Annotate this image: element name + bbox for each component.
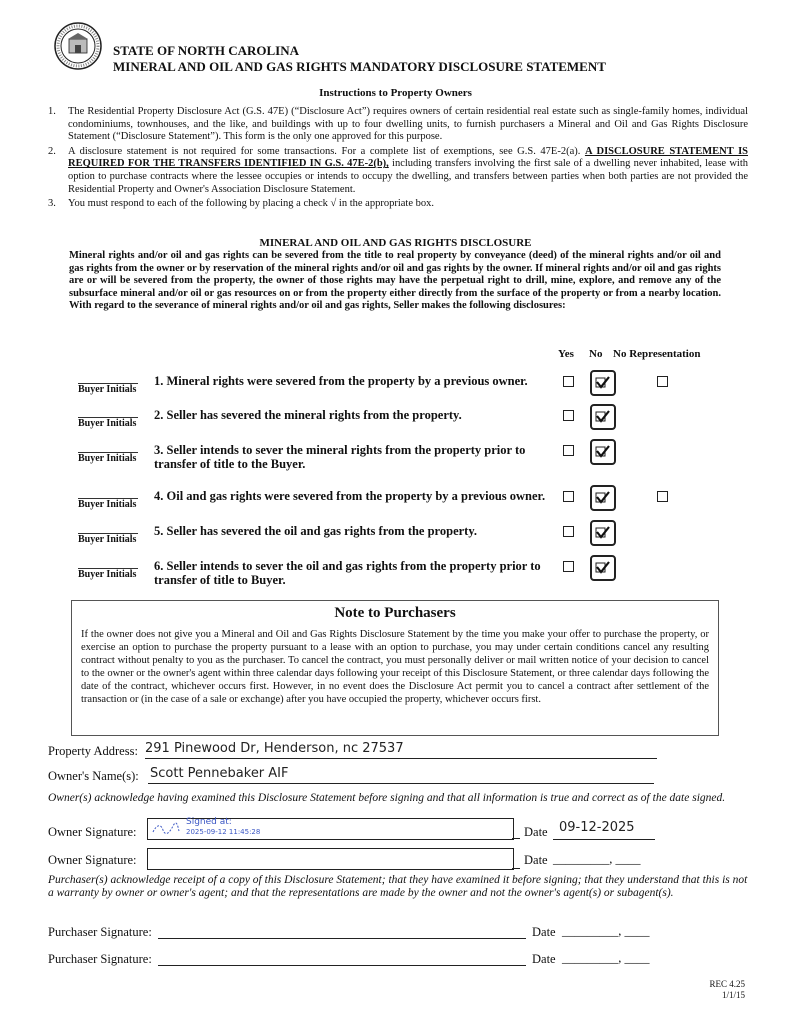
buyer-initials-label: Buyer Initials	[78, 499, 137, 510]
instruction-1	[48, 106, 748, 144]
disclosure-row	[0, 441, 791, 481]
purchaser-signature-field-2[interactable]	[158, 965, 526, 966]
disclosure-question: 6. Seller intends to sever the oil and gas rights from the property prior to transfer of title to Buyer.	[154, 559, 541, 587]
yes-checkbox[interactable]	[563, 561, 574, 572]
signature-scribble-icon	[151, 821, 181, 840]
no-checkbox[interactable]	[590, 520, 616, 546]
yes-checkbox[interactable]	[563, 491, 574, 502]
no-checkbox[interactable]	[590, 370, 616, 396]
disclosure-title: MINERAL AND OIL AND GAS RIGHTS DISCLOSURE	[259, 237, 532, 249]
disclosure-question: 1. Mineral rights were severed from the property by a previous owner.	[154, 374, 528, 388]
disclosure-row	[0, 522, 791, 562]
purchaser-signature-field-1[interactable]	[158, 938, 526, 939]
owner-date-field-2[interactable]: _________, ____	[553, 852, 641, 866]
purchaser-date-field-2[interactable]: _________, ____	[562, 951, 650, 965]
instructions-title: Instructions to Property Owners	[319, 87, 472, 99]
nc-real-estate-commission-seal-icon	[54, 22, 102, 70]
disclosure-question: 5. Seller has severed the oil and gas rights from the property.	[154, 524, 478, 538]
instruction-emphasis: A DISCLOSURE STATEMENT IS REQUIRED FOR THE TRANSFERS IDENTIFIED IN G.S. 47E-2(b),	[68, 145, 749, 170]
instruction-2	[48, 146, 748, 196]
signed-at-label: Signed at:	[186, 817, 232, 827]
owner-acknowledgement: Owner(s) acknowledge having examined this Disclosure Statement before signing and that all information is true and correct as of the date signed.	[48, 792, 726, 804]
form-code	[680, 979, 745, 1001]
disclosure-row	[0, 487, 791, 527]
owner-signature-label: Owner Signature:	[48, 825, 137, 839]
instruction-text: including transfers involving the first sale of a dwelling never inhabited, lease with option to purchase contracts where the lessee occupies or intends to occupy the dwelling, and transfers between parties when both parties are not provided the Residential Property and Owner's Association Disclosure Statement.	[68, 158, 748, 195]
no-checkbox[interactable]	[590, 555, 616, 581]
purchaser-signature-label: Purchaser Signature:	[48, 925, 152, 939]
owner-signature-field-1[interactable]	[147, 818, 514, 840]
disclosure-row	[0, 406, 791, 446]
signature-underline	[512, 838, 520, 839]
instruction-text: A disclosure statement is not required for some transactions. For a complete list of exemptions, see G.S. 47E-2(a).	[68, 145, 581, 157]
owner-date-label-1: Date	[524, 825, 548, 839]
no-checkbox[interactable]	[590, 439, 616, 465]
note-to-purchasers	[71, 600, 719, 736]
signature-underline	[512, 868, 520, 869]
owner-signature-label: Owner Signature:	[48, 853, 137, 867]
purchaser-signature-label: Purchaser Signature:	[48, 952, 152, 966]
note-title: Note to Purchasers	[334, 605, 456, 621]
no-checkbox[interactable]	[590, 485, 616, 511]
instruction-number: 3.	[48, 198, 56, 210]
property-address-line	[145, 758, 657, 759]
disclosure-question: 2. Seller has severed the mineral rights from the property.	[154, 408, 462, 422]
owner-signature-field-2[interactable]	[147, 848, 514, 870]
disclosure-question: 4. Oil and gas rights were severed from the property by a previous owner.	[154, 489, 546, 503]
owner-name-line	[148, 783, 654, 784]
no-representation-checkbox[interactable]	[657, 376, 668, 387]
owner-date-field-1[interactable]: 09-12-2025	[559, 820, 635, 835]
buyer-initials-label: Buyer Initials	[78, 384, 137, 395]
buyer-initials-label: Buyer Initials	[78, 534, 137, 545]
owner-date-label-2: Date	[524, 853, 548, 867]
instruction-number: 1.	[48, 106, 56, 117]
instruction-text: The Residential Property Disclosure Act (G.S. 47E) (“Disclosure Act”) requires owners of certain residential real estate such as single-family homes, individual condominiums, townhouses, and the like, and buildings with up to four dwelling units, to furnish purchasers a Mineral and Oil and Gas Rights Disclosure Statement (“Disclosure Statement”). This form is the only one approved for this purpose.	[68, 106, 748, 143]
instruction-number: 2.	[48, 145, 56, 157]
purchaser-date-label-2: Date	[532, 952, 556, 966]
purchaser-acknowledgement: Purchaser(s) acknowledge receipt of a copy of this Disclosure Statement; that they have examined it before signing; that they understand that this is not a warranty by owner or owner's agent; and that the representations are made by the owner and not the owner's agent(s) or subagent(s).	[48, 874, 748, 899]
owner-name-label: Owner's Name(s):	[48, 769, 139, 783]
note-body: If the owner does not give you a Mineral and Oil and Gas Rights Disclosure Statement by the time you make your offer to purchase the property, or exercise an option to purchase the property pursuant to a lease with an option to purchase, you may under certain conditions cancel any resulting contract without penalty to you as the purchaser. To cancel the contract, you must personally deliver or mail written notice of your decision to cancel to the owner or the owner's agent within three calendar days following your receipt of this Disclosure Statement, or three calendar days following the date of the contract, whichever occurs first. However, in no event does the Disclosure Act permit you to cancel a contract after settlement of the transaction or (in the case of a sale or exchange) after you have occupied the property, whichever occurs first.	[81, 629, 709, 705]
disclosure-row	[0, 557, 791, 597]
page-header	[113, 43, 606, 75]
signed-at-value: 2025-09-12 11:45:28	[186, 828, 261, 836]
form-code-number: REC 4.25	[709, 979, 745, 989]
property-address-label: Property Address:	[48, 744, 138, 758]
no-checkbox[interactable]	[590, 404, 616, 430]
owner-date-line-1	[553, 839, 655, 840]
purchaser-date-field-1[interactable]: _________, ____	[562, 924, 650, 938]
instructions-list	[48, 106, 748, 213]
form-code-date: 1/1/15	[721, 990, 745, 1000]
owner-name-field[interactable]: Scott Pennebaker AIF	[150, 766, 289, 781]
column-header-yes: Yes	[558, 348, 574, 360]
header-state: STATE OF NORTH CAROLINA	[113, 43, 300, 58]
yes-checkbox[interactable]	[563, 376, 574, 387]
disclosure-body: Mineral rights and/or oil and gas rights can be severed from the title to real property by conveyance (deed) of the mineral rights and/or oil and gas rights from the owner or by reservation of the mineral rights and/or oil and gas rights by the owner. If mineral rights and/or oil and gas rights are or will be severed from the property, the owner of those rights may have the perpetual right to drill, mine, explore, and remove any of the subsurface mineral and/or oil or gas resources on or from the property either directly from the surface of the property or from a nearby location. With regard to the severance of mineral rights and/or oil and gas rights, Seller makes the following disclosures:	[69, 250, 721, 312]
column-header-no: No	[589, 348, 603, 360]
yes-checkbox[interactable]	[563, 410, 574, 421]
property-address-field[interactable]: 291 Pinewood Dr, Henderson, nc 27537	[145, 741, 404, 756]
no-representation-checkbox[interactable]	[657, 491, 668, 502]
column-header-no-representation: No Representation	[613, 348, 701, 360]
instruction-3	[48, 198, 748, 211]
buyer-initials-label: Buyer Initials	[78, 418, 137, 429]
buyer-initials-label: Buyer Initials	[78, 569, 137, 580]
yes-checkbox[interactable]	[563, 445, 574, 456]
yes-checkbox[interactable]	[563, 526, 574, 537]
header-title: MINERAL AND OIL AND GAS RIGHTS MANDATORY DISCLOSURE STATEMENT	[113, 59, 606, 74]
buyer-initials-label: Buyer Initials	[78, 453, 137, 464]
instruction-text: You must respond to each of the following by placing a check √ in the appropriate box.	[68, 198, 434, 210]
disclosure-question: 3. Seller intends to sever the mineral rights from the property prior to transfer of title to the Buyer.	[154, 443, 526, 471]
purchaser-date-label-1: Date	[532, 925, 556, 939]
